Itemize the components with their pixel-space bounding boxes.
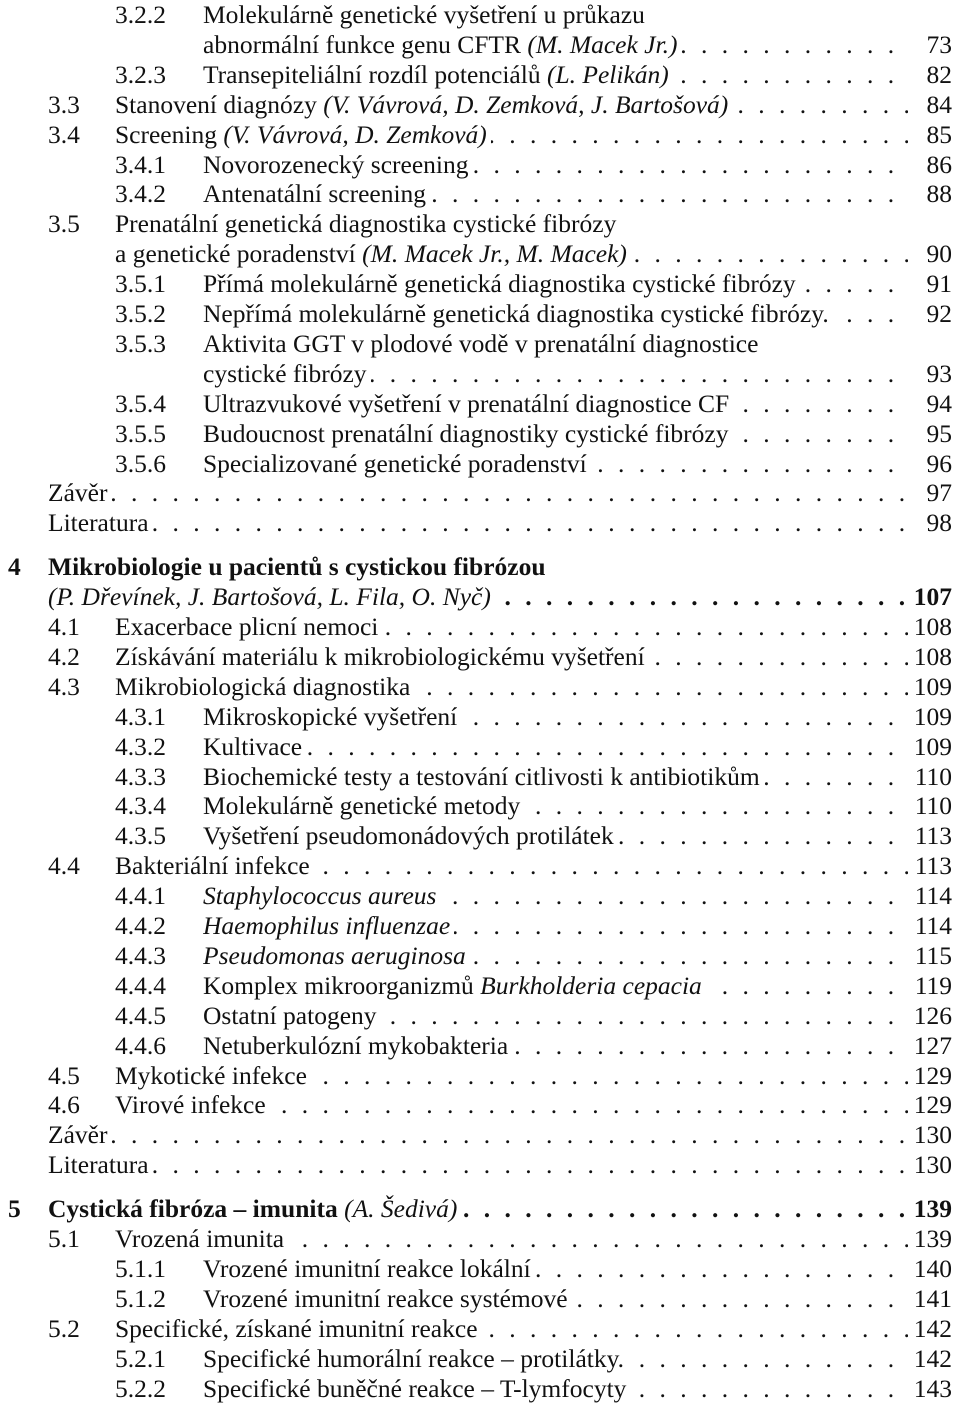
toc-entry-title — [115, 209, 952, 239]
toc-entry-page-number: 88 — [923, 179, 953, 209]
toc-entry-text: Prenatální genetická diagnostika cystické fibrózy — [115, 209, 617, 239]
toc-entry-text: Aktivita GGT v plodové vodě v prenatální diagnostice — [203, 328, 759, 358]
toc-entry-title — [203, 881, 908, 911]
toc-entry-page-number: 84 — [923, 90, 953, 120]
toc-entry-title — [48, 1120, 908, 1150]
toc-entry-page-number: 109 — [910, 702, 952, 732]
toc-entry-text: Vrozené imunitní reakce systémové — [203, 1283, 568, 1313]
toc-entry-number: 5.1 — [48, 1224, 80, 1253]
toc-entry-title — [203, 419, 908, 449]
toc-entry-number: 3.5.1 — [115, 269, 166, 299]
toc-entry-number: 4.6 — [48, 1090, 80, 1120]
toc-entry-title — [48, 1150, 908, 1180]
toc-entry-text: (M. Macek Jr.) — [527, 29, 678, 59]
toc-entry-number: 3.3 — [48, 89, 80, 119]
toc-entry[interactable] — [0, 1031, 960, 1061]
toc-entry-number: 4.3.4 — [115, 791, 166, 821]
toc-entry-title — [203, 179, 908, 209]
toc-entry-number: 4.3.3 — [115, 761, 166, 791]
toc-entry-page-number: 119 — [911, 971, 952, 1001]
toc-entry-text: Získávání materiálu k mikrobiologickému vyšetření — [115, 641, 645, 671]
toc-entry[interactable] — [0, 1224, 960, 1254]
toc-entry[interactable] — [0, 449, 960, 479]
toc-entry-title — [48, 1194, 908, 1224]
toc-entry-text: Screening — [115, 119, 224, 149]
toc-entry-page-number: 140 — [910, 1254, 952, 1284]
toc-entry-page-number: 94 — [923, 389, 953, 419]
toc-entry-title — [203, 762, 908, 792]
toc-entry-number: 4.3.2 — [115, 731, 166, 761]
toc-entry-text: Haemophilus influenzae — [203, 911, 451, 940]
toc-entry-text: Ultrazvukové vyšetření v prenatální diagnostice CF — [203, 388, 730, 418]
toc-entry[interactable] — [0, 1194, 960, 1224]
toc-entry-number: 5.1.2 — [115, 1283, 166, 1313]
toc-entry[interactable] — [0, 209, 960, 239]
toc-entry-number: 4.4.2 — [115, 911, 166, 940]
toc-entry-page-number: 98 — [923, 508, 953, 538]
toc-entry[interactable] — [0, 941, 960, 971]
toc-entry-page-number: 129 — [910, 1061, 952, 1091]
toc-entry-title — [203, 150, 908, 180]
toc-entry[interactable] — [0, 791, 960, 821]
toc-entry-page-number: 114 — [911, 911, 952, 941]
toc-entry[interactable] — [0, 150, 960, 180]
toc-entry-page-number: 110 — [911, 762, 952, 792]
toc-entry-text: Vyšetření pseudomonádových protilátek — [203, 821, 614, 851]
toc-entry-title — [115, 672, 908, 702]
toc-entry-text: Vrozené imunitní reakce lokální — [203, 1253, 531, 1283]
toc-entry-page-number: 110 — [911, 791, 952, 821]
toc-entry-title — [115, 1090, 908, 1120]
toc-entry-page-number: 143 — [910, 1374, 952, 1404]
toc-entry-text: Pseudomonas aeruginosa — [203, 940, 466, 970]
toc-entry-title — [48, 508, 908, 538]
toc-entry-title — [203, 821, 908, 851]
toc-entry-title — [115, 1224, 908, 1254]
toc-entry[interactable] — [0, 911, 960, 941]
toc-entry[interactable] — [0, 582, 960, 612]
toc-entry-number: 3.4 — [48, 119, 80, 149]
toc-entry-title — [203, 359, 908, 389]
toc-entry-title — [115, 120, 908, 150]
toc-entry-page-number: 130 — [910, 1120, 952, 1150]
toc-entry-text: Kultivace — [203, 731, 303, 761]
toc-entry-text: Závěr — [48, 1120, 108, 1150]
toc-entry[interactable] — [0, 762, 960, 792]
toc-entry[interactable] — [0, 0, 960, 30]
toc-entry-page-number: 85 — [923, 120, 953, 150]
toc-entry-text: Mykotické infekce — [115, 1060, 307, 1090]
toc-entry-title — [203, 1374, 908, 1404]
toc-entry[interactable] — [0, 1120, 960, 1150]
toc-entry[interactable] — [0, 702, 960, 732]
toc-entry-number: 3.5 — [48, 209, 80, 239]
toc-entry[interactable] — [0, 419, 960, 449]
toc-entry-text: Mikroskopické vyšetření — [203, 701, 458, 731]
toc-entry-number: 3.4.2 — [115, 179, 166, 209]
toc-entry-page-number: 126 — [910, 1001, 952, 1031]
toc-entry-number: 4.4.5 — [115, 1000, 166, 1030]
toc-entry-text: Novorozenecký screening — [203, 149, 469, 179]
toc-entry-title — [203, 791, 908, 821]
toc-entry-page-number: 113 — [911, 821, 952, 851]
toc-entry-title — [203, 911, 908, 941]
toc-entry-title — [115, 90, 908, 120]
toc-entry-number: 4.4.1 — [115, 881, 166, 911]
toc-entry-text: Mikrobiologie u pacientů s cystickou fibrózou — [48, 552, 546, 582]
toc-entry-page-number: 107 — [910, 582, 952, 612]
toc-entry[interactable] — [0, 612, 960, 642]
toc-entry-text: Molekulárně genetické metody — [203, 791, 521, 821]
toc-entry-text: Komplex mikroorganizmů — [203, 970, 481, 1000]
toc-entry-page-number: 96 — [923, 449, 953, 479]
toc-entry-title — [203, 449, 908, 479]
toc-entry-title — [115, 851, 908, 881]
toc-entry-page-number: 139 — [910, 1194, 952, 1224]
toc-entry[interactable] — [0, 1061, 960, 1091]
toc-entry[interactable] — [0, 90, 960, 120]
toc-entry-text: Exacerbace plicní nemoci — [115, 612, 379, 641]
toc-entry[interactable] — [0, 60, 960, 90]
toc-entry-title — [203, 732, 908, 762]
toc-entry-title — [203, 1284, 908, 1314]
toc-entry-title — [203, 1254, 908, 1284]
toc-entry[interactable] — [0, 1284, 960, 1314]
toc-entry-number: 4.4 — [48, 851, 80, 881]
toc-entry-title — [203, 0, 952, 30]
toc-entry[interactable] — [0, 1254, 960, 1284]
toc-entry-title — [115, 612, 908, 642]
toc-entry-page-number: 129 — [910, 1090, 952, 1120]
toc-entry-page-number: 141 — [910, 1284, 952, 1314]
toc-entry-title — [48, 478, 908, 508]
toc-entry-number: 4.4.3 — [115, 940, 166, 970]
toc-entry-text: Antenatální screening — [203, 179, 427, 209]
toc-entry[interactable] — [0, 1090, 960, 1120]
toc-entry-number: 4.3.5 — [115, 821, 166, 851]
toc-entry-text: Nepřímá molekulárně genetická diagnostika cystické fibrózy. — [203, 299, 829, 328]
toc-entry-number: 5 — [8, 1194, 21, 1224]
toc-entry-title — [203, 389, 908, 419]
toc-entry-number: 5.2.2 — [115, 1373, 166, 1403]
toc-entry-page-number: 86 — [923, 150, 953, 180]
toc-entry-text: Transepiteliální rozdíl potenciálů — [203, 59, 547, 89]
toc-entry-text: Budoucnost prenatální diagnostiky cystické fibrózy — [203, 418, 729, 448]
toc-entry[interactable] — [0, 299, 960, 329]
toc-entry-number: 3.2.2 — [115, 0, 166, 29]
toc-entry-page-number: 142 — [910, 1344, 952, 1374]
toc-entry-text: Bakteriální infekce — [115, 851, 310, 881]
toc-entry[interactable] — [0, 1374, 960, 1404]
toc-entry-text: abnormální funkce genu CFTR — [203, 29, 528, 59]
toc-entry-page-number: 92 — [923, 299, 953, 329]
toc-entry-number: 4.1 — [48, 612, 80, 641]
toc-entry[interactable] — [0, 971, 960, 1001]
toc-entry-text: cystické fibrózy — [203, 358, 367, 388]
toc-entry[interactable] — [0, 120, 960, 150]
toc-entry-page-number: 114 — [911, 881, 952, 911]
toc-entry-number: 3.5.6 — [115, 448, 166, 478]
toc-entry[interactable] — [0, 179, 960, 209]
toc-entry[interactable] — [0, 359, 960, 389]
toc-entry[interactable] — [0, 1001, 960, 1031]
toc-entry-number: 3.5.3 — [115, 328, 166, 358]
toc-entry-page-number: 82 — [923, 60, 953, 90]
toc-entry-title — [203, 30, 908, 60]
toc-entry-text: Biochemické testy a testování citlivosti k antibiotikům — [203, 761, 760, 791]
toc-entry-text: Molekulárně genetické vyšetření u průkazu — [203, 0, 645, 29]
toc-entry-number: 4.4.4 — [115, 970, 166, 1000]
toc-entry-text: Literatura — [48, 508, 149, 538]
toc-entry-title — [203, 299, 908, 329]
toc-entry-number: 3.4.1 — [115, 149, 166, 179]
toc-entry-page-number: 113 — [911, 851, 952, 881]
toc-entry[interactable] — [0, 239, 960, 269]
toc-entry[interactable] — [0, 30, 960, 60]
toc-entry[interactable] — [0, 552, 960, 582]
toc-entry-title — [203, 269, 908, 299]
toc-entry-text: Staphylococcus aureus — [203, 881, 437, 911]
toc-entry[interactable] — [0, 508, 960, 538]
toc-entry-title — [115, 1061, 908, 1091]
toc-entry-title — [203, 941, 908, 971]
toc-entry-text: Mikrobiologická diagnostika — [115, 671, 411, 701]
toc-entry-title — [203, 1031, 908, 1061]
toc-entry-text: Specifické buněčné reakce – T-lymfocyty — [203, 1373, 627, 1403]
toc-entry-page-number: 109 — [910, 672, 952, 702]
toc-entry-text: (V. Vávrová, D. Zemková) — [223, 119, 487, 149]
toc-entry-title — [203, 702, 908, 732]
toc-entry-title — [115, 642, 908, 672]
toc-entry[interactable] — [0, 642, 960, 672]
toc-entry-text: Ostatní patogeny — [203, 1000, 377, 1030]
toc-entry[interactable] — [0, 732, 960, 762]
toc-entry[interactable] — [0, 851, 960, 881]
toc-entry[interactable] — [0, 672, 960, 702]
toc-entry-title — [203, 1001, 908, 1031]
toc-entry-text: (P. Dřevínek, J. Bartošová, L. Fila, O. Nyč) — [48, 582, 491, 612]
toc-entry-text: (V. Vávrová, D. Zemková, J. Bartošová) — [323, 89, 729, 119]
toc-entry[interactable] — [0, 1344, 960, 1374]
toc-entry-page-number: 115 — [911, 941, 952, 971]
toc-entry-text: Literatura — [48, 1150, 149, 1180]
toc-entry-page-number: 73 — [923, 30, 953, 60]
toc-entry-text: (L. Pelikán) — [546, 59, 669, 89]
toc-entry-number: 5.2.1 — [115, 1343, 166, 1373]
toc-entry-page-number: 97 — [923, 478, 953, 508]
toc-entry[interactable] — [0, 1314, 960, 1344]
toc-entry-text: Přímá molekulárně genetická diagnostika cystické fibrózy — [203, 269, 796, 299]
toc-entry-text: Netuberkulózní mykobakteria — [203, 1030, 509, 1060]
toc-entry-number: 4.2 — [48, 641, 80, 671]
toc-entry-number: 3.2.3 — [115, 59, 166, 89]
toc-entry-page-number: 91 — [923, 269, 953, 299]
toc-entry-page-number: 95 — [923, 419, 953, 449]
toc-entry-text: Vrozená imunita — [115, 1224, 285, 1253]
toc-entry-number: 3.5.5 — [115, 418, 166, 448]
toc-entry-text: Závěr — [48, 478, 108, 508]
toc-entry-page-number: 142 — [910, 1314, 952, 1344]
toc-entry-number: 4.3 — [48, 671, 80, 701]
toc-entry-text: (A. Šedivá) — [344, 1194, 458, 1224]
toc-entry-text: Burkholderia cepacia — [480, 970, 702, 1000]
toc-entry-page-number: 93 — [923, 359, 953, 389]
toc-entry-title — [203, 329, 952, 359]
toc-entry[interactable] — [0, 389, 960, 419]
toc-entry-page-number: 90 — [923, 239, 953, 269]
toc-entry-page-number: 108 — [910, 612, 952, 642]
toc-entry-text: Specifické humorální reakce – protilátky. — [203, 1343, 625, 1373]
toc-entry-text: Stanovení diagnózy — [115, 89, 324, 119]
toc-entry-title — [203, 971, 908, 1001]
toc-entry-text: (M. Macek Jr., M. Macek) — [362, 239, 627, 269]
toc-entry-number: 4 — [8, 552, 21, 582]
toc-entry-title — [48, 582, 908, 612]
toc-entry[interactable] — [0, 329, 960, 359]
toc-entry-number: 4.4.6 — [115, 1030, 166, 1060]
toc-entry-number: 5.1.1 — [115, 1253, 166, 1283]
toc-entry-text: Cystická fibróza – imunita — [48, 1194, 345, 1224]
toc-entry[interactable] — [0, 1150, 960, 1180]
toc-entry-text: a genetické poradenství — [115, 239, 363, 269]
toc-entry[interactable] — [0, 269, 960, 299]
toc-entry-page-number: 109 — [910, 732, 952, 762]
toc-entry-page-number: 130 — [910, 1150, 952, 1180]
toc-entry-number: 5.2 — [48, 1313, 80, 1343]
toc-entry-number: 3.5.4 — [115, 388, 166, 418]
toc-entry-page-number: 108 — [910, 642, 952, 672]
toc-entry-page-number: 139 — [910, 1224, 952, 1254]
toc-entry-text: Specifické, získané imunitní reakce — [115, 1313, 478, 1343]
toc-entry-title — [48, 552, 952, 582]
toc-entry[interactable] — [0, 821, 960, 851]
toc-entry[interactable] — [0, 881, 960, 911]
toc-entry-text: Specializované genetické poradenství — [203, 448, 587, 478]
toc-entry-page-number: 127 — [910, 1031, 952, 1061]
toc-entry-title — [115, 239, 908, 269]
toc-entry-number: 4.3.1 — [115, 701, 166, 731]
toc-entry-title — [203, 60, 908, 90]
toc-entry-number: 4.5 — [48, 1060, 80, 1090]
toc-entry[interactable] — [0, 478, 960, 508]
toc-entry-title — [115, 1314, 908, 1344]
toc-entry-title — [203, 1344, 908, 1374]
toc-entry-number: 3.5.2 — [115, 299, 166, 328]
toc-entry-text: Virové infekce — [115, 1090, 266, 1120]
